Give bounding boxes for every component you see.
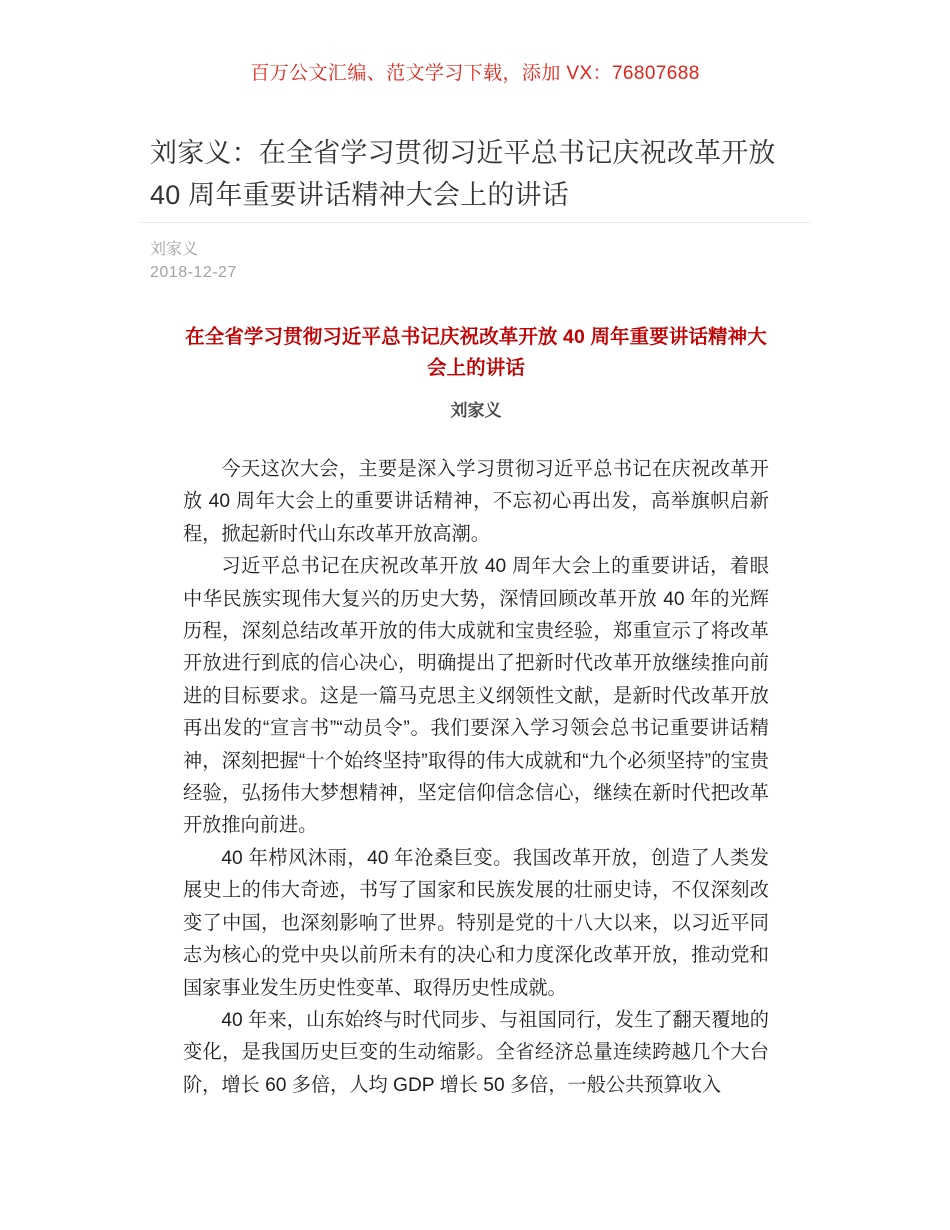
- header-divider: [140, 222, 810, 223]
- article-heading: 在全省学习贯彻习近平总书记庆祝改革开放 40 周年重要讲话精神大会上的讲话: [185, 326, 767, 379]
- promo-text: 百万公文汇编、范文学习下载，添加 VX：76807688: [250, 63, 700, 84]
- byline-author: 刘家义: [150, 241, 199, 258]
- paragraph: 今天这次大会，主要是深入学习贯彻习近平总书记在庆祝改革开放 40 周年大会上的重要讲话精神，不忘初心再出发，高举旗帜启新程，掀起新时代山东改革开放高潮。: [183, 459, 769, 545]
- article-body: [183, 454, 769, 1102]
- byline-date: 2018-12-27: [150, 264, 237, 281]
- page-title: 刘家义：在全省学习贯彻习近平总书记庆祝改革开放 40 周年重要讲话精神大会上的讲话: [150, 138, 776, 210]
- byline: [150, 238, 750, 284]
- paragraph: 习近平总书记在庆祝改革开放 40 周年大会上的重要讲话，着眼中华民族实现伟大复兴的历史大势，深情回顾改革开放 40 年的光辉历程，深刻总结改革开放的伟大成就和宝贵经验，郑重宣示了将改革开放进行到底的信心决心，明确提出了把新时代改革开放继续推向前进的目标要求。这是一篇马克思主义纲领性文献，是新时代改革开放再出发的“宣言书”“动员令”。我们要深入学习领会总书记重要讲话精神，深刻把握“十个始终坚持”取得的伟大成就和“九个必须坚持”的宝贵经验，弘扬伟大梦想精神，坚定信仰信念信心，继续在新时代把改革开放推向前进。: [183, 556, 769, 837]
- paragraph: 40 年来，山东始终与时代同步、与祖国同行，发生了翻天覆地的变化，是我国历史巨变的生动缩影。全省经济总量连续跨越几个大台阶，增长 60 多倍，人均 GDP 增长 50 多倍，一般公共预算收入: [183, 1009, 769, 1096]
- article-author: 刘家义: [450, 401, 502, 420]
- promo-banner: [0, 58, 950, 85]
- document-header: [140, 132, 810, 216]
- paragraph: 40 年栉风沐雨，40 年沧桑巨变。我国改革开放，创造了人类发展史上的伟大奇迹，书写了国家和民族发展的壮丽史诗，不仅深刻改变了中国，也深刻影响了世界。特别是党的十八大以来，以习近平同志为核心的党中央以前所未有的决心和力度深化改革开放，推动党和国家事业发生历史性变革、取得历史性成就。: [183, 847, 769, 999]
- article-content: [183, 322, 769, 1102]
